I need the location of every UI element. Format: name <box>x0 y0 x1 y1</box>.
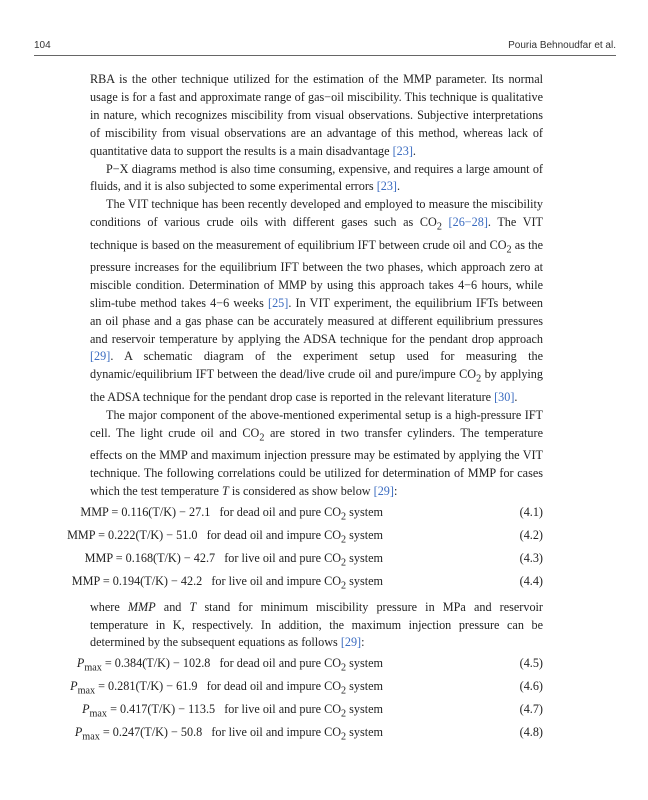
equation-number: (4.2) <box>519 527 543 542</box>
equation-number: (4.1) <box>519 504 543 519</box>
equation-number: (4.6) <box>519 679 543 694</box>
equation-4-4: MMP = 0.194(T/K) − 42.2 for live oil and impure $CO_2$ system (4.4) <box>71 573 543 592</box>
equation-number: (4.4) <box>519 573 543 588</box>
running-header-authors: Pouria Behnoudfar et al. <box>508 40 616 51</box>
citation-link[interactable]: [26−28] <box>448 215 488 230</box>
equation-number: (4.5) <box>519 656 543 671</box>
equation-4-8: $P_{max} = 0.247(T/K) - 50.8$ for live oil and impure $CO_2$ system (4.8) <box>74 725 543 743</box>
citation-link[interactable]: [23] <box>376 179 397 194</box>
equation-4-3: MMP = 0.168(T/K) − 42.7 for live oil and pure $CO_2$ system (4.3) <box>84 550 543 569</box>
page-number: 104 <box>34 40 51 51</box>
citation-link[interactable]: [29] <box>90 349 111 364</box>
paragraph-vit-technique: The VIT technique has been recently developed and employed to measure the miscibility conditions of various crude oils with different gases such as $CO_2$ [26−28]. The VIT technique is based on the measurement of equilibrium IFT between crude oil and $CO_2$ as the pressure increases for the equilibrium IFT between the two phases, which approach zero at miscible condition. Determination of MMP by using this approach takes 4−6 hours, while slim-tube method takes 4−6 weeks [25]. In VIT experiment, the equilibrium IFTs between an oil phase and a gas phase can be accurately measured at different equilibrium pressures and reservoir temperature by applying the ADSA technique for the pendant drop approach [29]. A schematic diagram of the experiment setup used for measuring the dynamic/equilibrium IFT between the dead/live crude oil and pure/impure $CO_2$ by applying the ADSA technique for the pendant drop case is reported in the relevant literature [30]. <box>90 197 544 404</box>
citation-link[interactable]: [30] <box>494 389 515 404</box>
equation-4-5: $P_{max} = 0.384(T/K) - 102.8$ for dead oil and pure $CO_2$ system (4.5) <box>76 656 543 674</box>
pmax-equation-block <box>70 655 543 747</box>
paragraph-px-diagrams: P−X diagrams method is also time consuming, expensive, and requires a large amount of fluids, and it is also subjected to some experimental errors [23]. <box>90 161 543 194</box>
citation-link[interactable]: [23] <box>392 143 413 158</box>
equation-number: (4.8) <box>519 725 543 740</box>
equation-4-1: MMP = 0.116(T/K) − 27.1 for dead oil and pure $CO_2$ system (4.1) <box>80 504 543 523</box>
equation-4-7: $P_{max} = 0.417(T/K) - 113.5$ for live oil and pure $CO_2$ system (4.7) <box>82 702 543 720</box>
citation-link[interactable]: [29] <box>340 635 362 650</box>
header-rule <box>34 55 616 56</box>
body-text <box>67 71 544 747</box>
equation-number: (4.3) <box>519 550 543 565</box>
equation-4-2: MMP = 0.222(T/K) − 51.0 for dead oil and impure $CO_2$ system (4.2) <box>67 527 543 546</box>
citation-link[interactable]: [29] <box>373 483 394 498</box>
equation-number: (4.7) <box>519 702 543 717</box>
paragraph-ift-cell: The major component of the above-mentioned experimental setup is a high-pressure IFT cell. The light crude oil and $CO_2$ are stored in two transfer cylinders. The temperature effects on the MMP and maximum injection pressure may be estimated by applying the VIT technique. The following correlations could be utilized for determination of MMP for cases which the test temperature T is considered as show below [29]: <box>90 407 543 498</box>
paragraph-rba: RBA is the other technique utilized for the estimation of the MMP parameter. Its normal usage is for a fast and approximate range of gas−oil miscibility. This technique is qualitative in nature, which recognizes miscibility from visual observations. Subjective interpretations of miscibility from visual observations are an advantage of this method, whereas lack of quantitative data to support the results is a main disadvantage [23]. <box>90 72 543 158</box>
paragraph-where: where MMP and T stand for minimum miscibility pressure in MPa and reservoir temperature in K, respectively. In addition, the maximum injection pressure can be determined by the subsequent equations as follows [29]: <box>90 599 543 650</box>
mmp-equation-block <box>67 504 543 596</box>
citation-link[interactable]: [25] <box>268 295 289 310</box>
equation-4-6: $P_{max} = 0.281(T/K) - 61.9$ for dead oil and impure $CO_2$ system (4.6) <box>70 679 543 697</box>
